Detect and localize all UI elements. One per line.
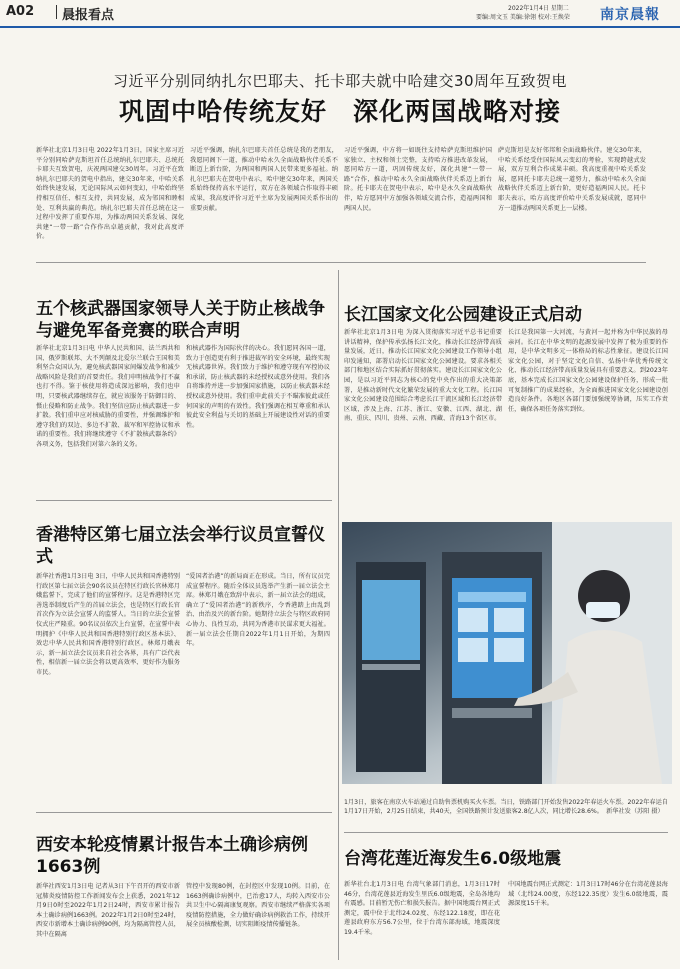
article4-headline: 西安本轮疫情累计报告本土确诊病例1663例 [36,835,308,877]
article5-column-1: 新华社台北1月3日电 台湾气象部门消息，1月3日17时46分，台湾花莲县近海发生里氏6.0级地震，全岛各地均有震感。目前暂无伤亡和损失报告。据中国地震台网正式测定，震中位于北纬24.02度、东经122.18度，即在花莲县政府东方56.7公里，位于台湾东部海域，地震深度19.4千米。 [344,881,500,936]
face-mask [586,602,620,618]
lead-column-1: 新华社北京1月3日电 2022年1月3日，国家主席习近平分别同哈萨克斯坦首任总统纳扎尔巴耶夫、总统托卡耶夫互致贺电，庆祝两国建交30周年。习近平在致纳扎尔巴耶夫的贺电中指出，建交30年来，中哈关系始终快速发展，无论国际风云如何变幻，中哈始终坚持相互信任、相互支持，共同发展，成为邻国和睦相处、互利共赢的典范。纳扎尔巴耶夫首任总统在这一过程中发挥了重要作用，为推动两国关系发展、深化共建“一带一路”合作作出卓越贡献，我对此高度评价。 [36,147,184,241]
issue-date: 2022年1月4日 星期二 [508,5,569,12]
photo-divider [344,832,668,833]
article5-column-2: 中国地震台网正式测定：1月3日17时46分在台湾花莲县海域（北纬24.00度，东经122.35度）发生6.0级地震，震源深度15千米。 [508,881,668,908]
photo-caption: 1月3日，旅客在南京火车站通过自助售票机购买火车票。当日，铁路部门开始发售2022年春运火车票。2022年春运自1月17日开始，2月25日结束，共40天，全国铁路预计发送旅客2.8亿人次，同比增长28.6%。 新华社发（苏阳 摄） [344,799,668,816]
article3-divider [36,812,332,813]
article1-column-1: 新华社北京1月3日电 中华人民共和国、法兰西共和国、俄罗斯联邦、大不列颠及北爱尔兰联合王国和美利坚合众国认为，避免核武器国家间爆发战争和减少战略风险是我们的首要责任。我们申明核战争打不赢也打不得。鉴于核使用将造成深远影响，我们也申明，只要核武器继续存在，就应该服务于防御目的、慑止侵略和防止战争。我们坚信应防止核武器进一步扩散。我们重申应对核威胁的重要性，并强调维护和遵守我们的双边、多边不扩散、裁军和军控协议和承诺的重要性。我们将继续遵守《不扩散核武器条约》各项义务，包括我们对第六条的义务。 [36,345,180,448]
machine-screen-left [362,580,420,660]
article2-headline: 长江国家文化公园建设正式启动 [344,305,582,325]
lead-divider [36,262,646,263]
lead-headline: 巩固中哈传统友好 深化两国战略对接 [118,97,561,126]
header-rule [0,26,680,28]
article5-headline: 台湾花莲近海发生6.0级地震 [344,849,562,869]
newspaper-logo: 南京晨報 [600,7,660,23]
section-name: 晨报看点 [62,8,115,23]
photo-illustration [342,522,672,784]
editor-credits: 要编:周文玉 美编:徐翎 校对:王焕荣 [476,14,570,21]
header-separator [56,5,57,19]
column-divider [338,270,339,960]
article2-column-1: 新华社北京1月3日电 为深入贯彻落实习近平总书记重要讲话精神，保护传承弘扬长江文化，推动长江经济带高质量发展，近日，推动长江国家文化公园建设工作领导小组印发通知，部署启动长江国家文化公园建设。要求各相关部门和地区结合实际抓好贯彻落实。建设长江国家文化公园，是以习近平同志为核心的党中央作出的重大决策部署，是推动新时代文化繁荣发展的重大文化工程。长江国家文化公园建设范围综合考虑长江干流区域和长江经济带区域，涉及上海、江苏、浙江、安徽、江西、湖北、湖南、重庆、四川、贵州、云南、西藏、青海13个省区市。 [344,329,502,423]
article3-column-2: “爱国者治港”的新局面正在形成。当日，所有议员完成宣誓程序。随后全体议员选举产生新一届立法会主席。林郑月娥在致辞中表示，新一届立法会的组成，确立了“爱国者治港”的新秩序，令香港踏上由乱到治、由治及兴的新台阶。她期待立法会与特区政府同心协力、良性互动，共同为香港市民谋求更大福祉。新一届立法会任期自2022年1月1日开始，为期四年。 [186,573,330,648]
lead-column-2: 习近平强调，纳扎尔巴耶夫首任总统是我的老朋友，我愿同阁下一道，推动中哈永久全面战略伙伴关系不断迈上新台阶，为两国和两国人民带来更多福祉。纳扎尔巴耶夫在贺电中表示，哈中建交30年来，两国关系始终保持高水平运行，双方在各领域合作取得丰硕成果，我高度评价习近平主席为发展两国关系作出的重要贡献。 [190,147,338,212]
lead-subtitle: 习近平分别同纳扎尔巴耶夫、托卡耶夫就中哈建交30周年互致贺电 [112,72,568,90]
ticket-machine-photo [342,522,672,784]
article2-column-2: 长江是我国第一大河流，与黄河一起并称为中华民族的母亲河。长江在中华文明的起源发展中发挥了极为重要的作用，是中华文明多元一体格局的标志性象征。建设长江国家文化公园，对于坚定文化自信、弘扬中华优秀传统文化、推动长江经济带高质量发展具有重要意义。到2023年底，基本完成长江国家文化公园建设保护任务，形成一批可复制推广的成果经验，为全面推进国家文化公园建设创造良好条件。各地区各部门要加强统筹协调，压实工作责任，确保各项任务落实到位。 [508,329,668,413]
lead-column-3: 习近平强调，中方将一如既往支持哈萨克斯坦维护国家独立、主权和领土完整，支持哈方推进改革发展，愿同哈方一道，巩固传统友好，深化共建“一带一路”合作，推动中哈永久全面战略伙伴关系迈上新台阶。托卡耶夫在贺电中表示，哈中是永久全面战略伙伴，哈方愿同中方加强各领域交流合作，造福两国和两国人民。 [344,147,492,212]
article1-headline: 五个核武器国家领导人关于防止核战争与避免军备竞赛的联合声明 [36,299,325,341]
article4-column-2: 管控中发现80例，在封控区中发现10例。目前，在1663例确诊病例中，已治愈17人，均转入西安市公共卫生中心隔离康复观察。西安市继续严格落实各项疫情防控措施，全力做好确诊病例救治工作，持续开展全员核酸检测，切实阻断疫情传播链条。 [186,883,330,929]
article1-column-2: 和核武器作为国际伙伴的决心。我们愿同各国一道，致力于创造更有利于推进裁军的安全环境，最终实现无核武器世界。我们致力于维护和遵守现有军控协议和承诺，防止核武器的未经授权或意外使用。我们各自将维持并进一步加强国家措施，以防止核武器未经授权或意外使用。我们重申此前关于不瞄准彼此或任何国家的声明的有效性。我们强调在相互尊重和承认彼此安全利益与关切的基础上开展建设性对话的重要性。 [186,345,330,429]
article1-divider [36,500,332,501]
page-number: A02 [6,4,35,19]
article3-headline: 香港特区第七届立法会举行议员宣誓仪式 [36,525,325,567]
article4-column-1: 新华社西安1月3日电 记者从3日下午召开的西安市新冠肺炎疫情防控工作新闻发布会上获悉，2021年12月9日0时至2022年1月2日24时，西安市累计报告本土确诊病例1663例。2022年1月2日0时至24时，西安市新增本土确诊病例90例，均为隔离管控人员，其中在隔离 [36,883,180,938]
lead-column-4: 萨克斯坦是友好邻邦和全面战略伙伴。建交30年来，中哈关系经受住国际风云变幻的考验，实现跨越式发展，双方互利合作成果丰硕。我高度重视中哈关系发展，愿同托卡耶夫总统一道努力，推动中哈永久全面战略伙伴关系迈上新台阶，更好造福两国人民。托卡耶夫表示，哈方高度评价哈中关系发展成就，愿同中方一道推动两国关系更上一层楼。 [498,147,646,212]
article3-column-1: 新华社香港1月3日电 3日，中华人民共和国香港特别行政区第七届立法会90名议员在特区行政长官林郑月娥监誓下，完成了他们的宣誓程序。这是香港特区完善选举制度后产生的首届立法会，也是特区行政长官首次作为立法会宣誓人的监誓人。当日的立法会宣誓仪式庄严隆重。90名议员依次上台宣誓，在宣誓中表明拥护《中华人民共和国香港特别行政区基本法》、效忠中华人民共和国香港特别行政区。林郑月娥表示，新一届立法会议员来自社会各界，具有广泛代表性，相信新一届立法会将以更高效率、更好作为服务市民。 [36,573,180,676]
